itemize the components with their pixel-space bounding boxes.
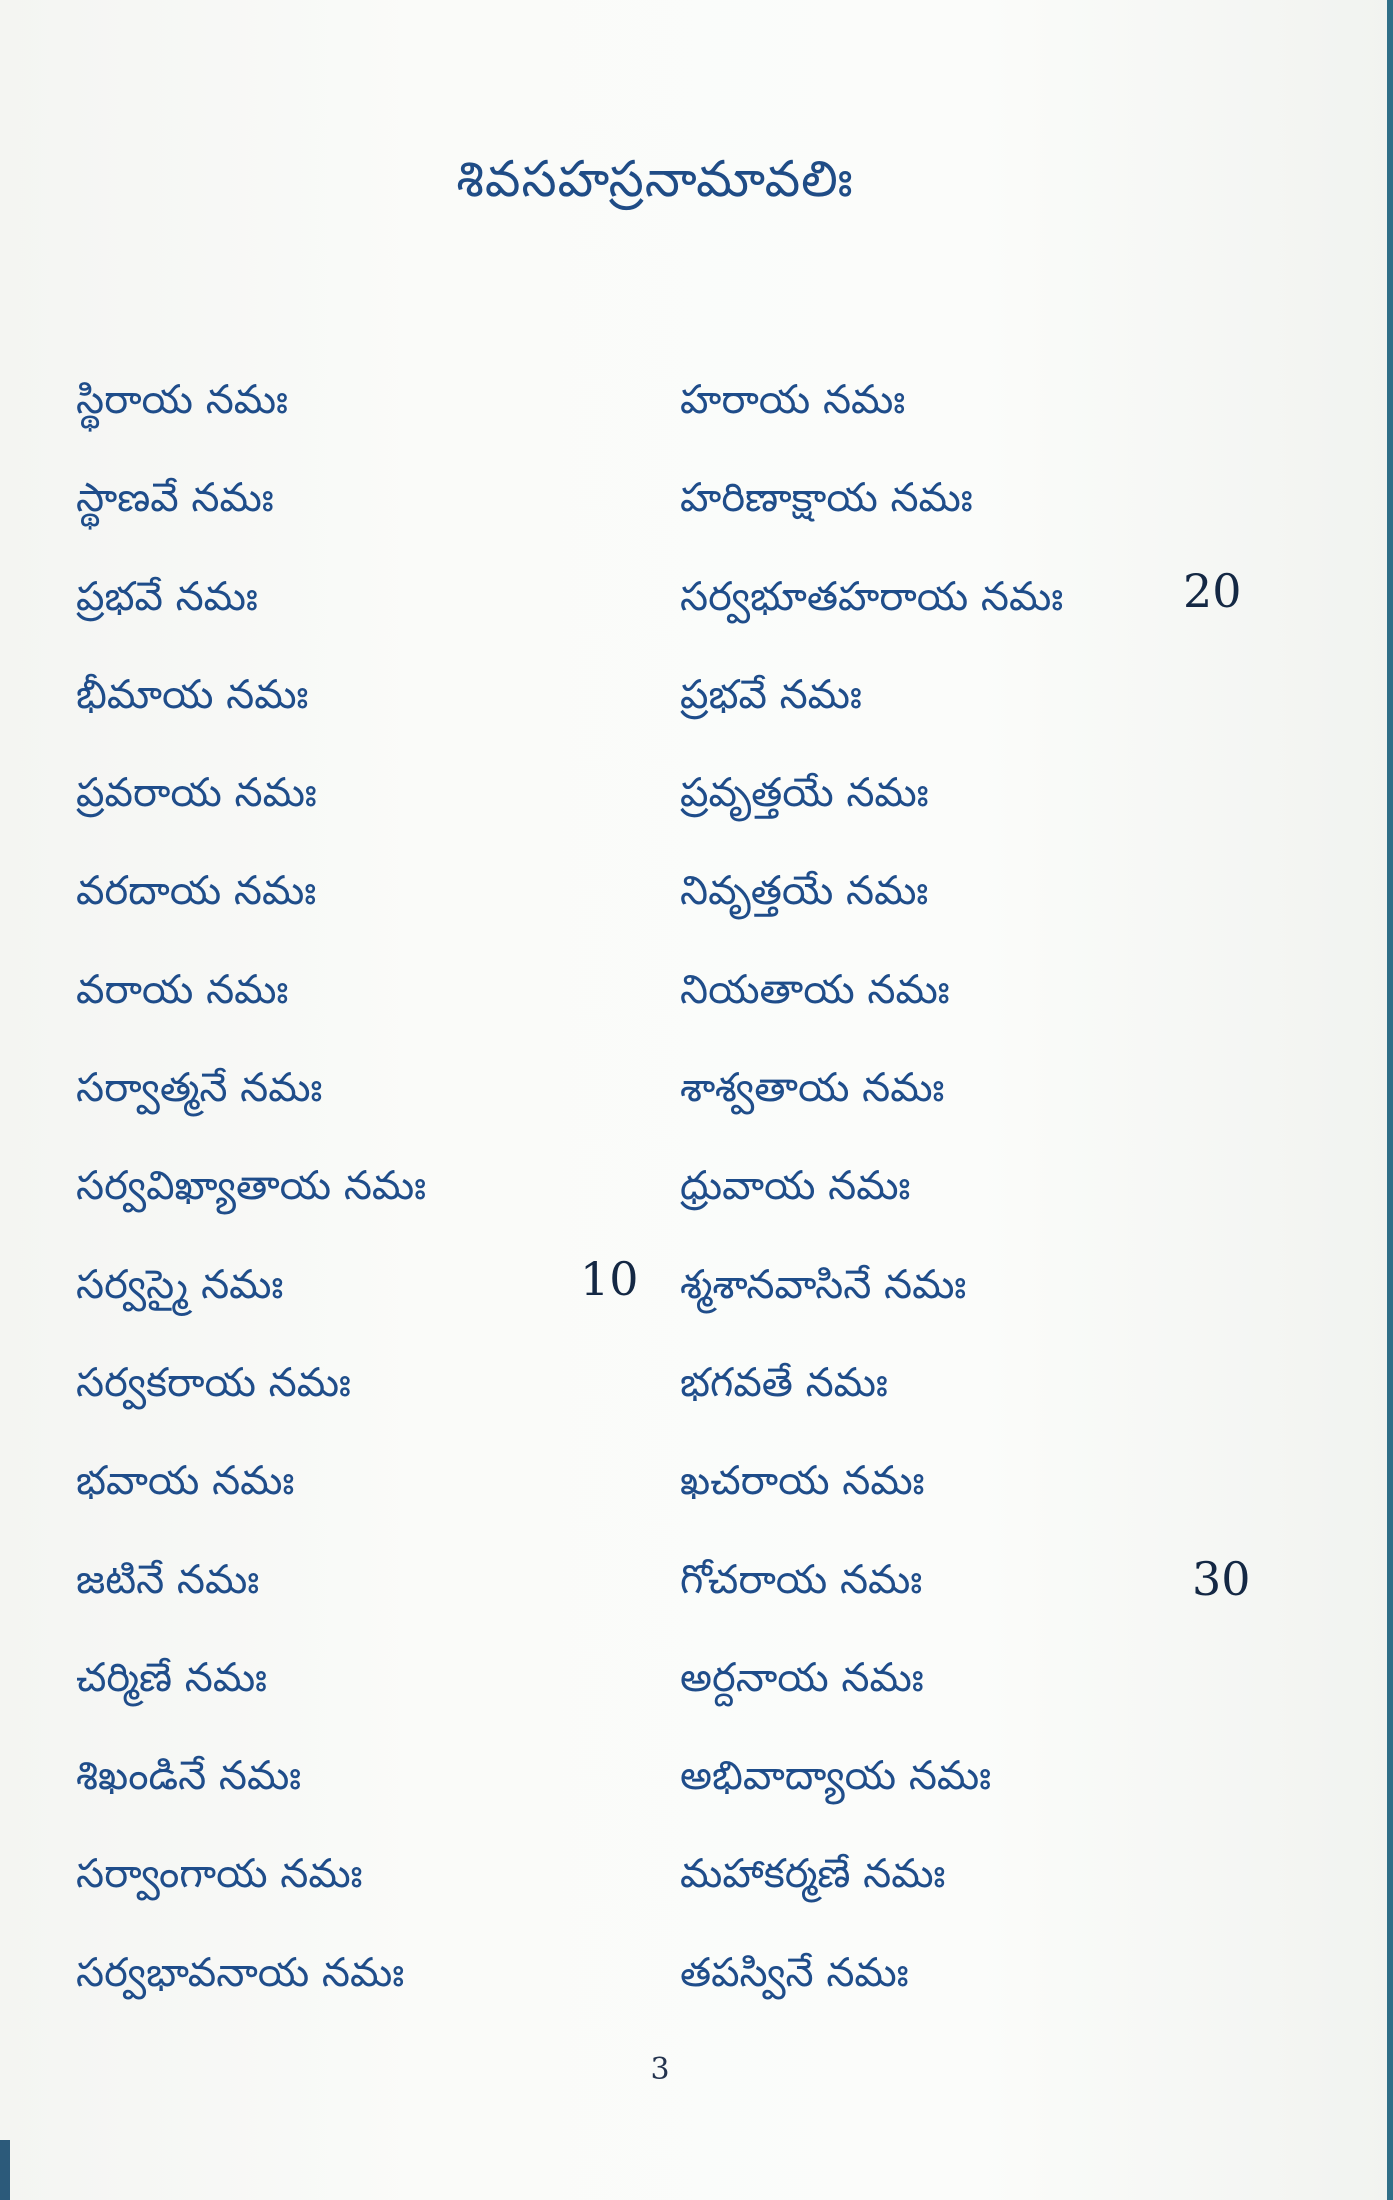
page-title: శివసహస్రనామావలిః bbox=[456, 150, 854, 208]
list-item: సర్వవిఖ్యాతాయ నమః bbox=[76, 1163, 427, 1210]
list-item: సర్వాత్మనే నమః bbox=[76, 1065, 323, 1112]
list-item: ఖచరాయ నమః bbox=[680, 1458, 925, 1505]
list-item: సర్వకరాయ నమః bbox=[76, 1359, 351, 1406]
list-item: అభివాద్యాయ నమః bbox=[680, 1753, 992, 1800]
list-item: స్థాణవే నమః bbox=[76, 475, 274, 522]
list-item: హరిణాక్షాయ నమః bbox=[680, 475, 973, 522]
list-item: ధ్రువాయ నమః bbox=[680, 1163, 911, 1210]
list-item: ప్రవరాయ నమః bbox=[76, 770, 317, 817]
list-item: వరాయ నమః bbox=[76, 966, 289, 1013]
list-item: స్థిరాయ నమః bbox=[76, 377, 288, 423]
list-item: జటినే నమః bbox=[76, 1556, 260, 1603]
list-item: ప్రభవే నమః bbox=[76, 573, 258, 620]
page-number: 3 bbox=[650, 2052, 670, 2087]
list-item: భగవతే నమః bbox=[680, 1359, 888, 1406]
list-item: సర్వభూతహరాయ నమః bbox=[680, 573, 1064, 620]
list-item: శిఖండినే నమః bbox=[76, 1753, 302, 1800]
list-item: మహాకర్మణే నమః bbox=[680, 1851, 946, 1898]
list-item: నియతాయ నమః bbox=[680, 966, 950, 1013]
count-marker-10: 10 bbox=[580, 1252, 639, 1306]
page-corner-shadow bbox=[0, 2140, 10, 2200]
list-item: సర్వాంగాయ నమః bbox=[76, 1851, 363, 1898]
list-item: సర్వస్మై నమః bbox=[76, 1261, 284, 1308]
list-item: చర్మిణే నమః bbox=[76, 1654, 267, 1701]
list-item: ప్రభవే నమః bbox=[680, 671, 862, 718]
count-marker-20: 20 bbox=[1183, 564, 1242, 618]
count-marker-30: 30 bbox=[1192, 1552, 1251, 1606]
list-item: గోచరాయ నమః bbox=[680, 1556, 923, 1603]
list-item: భవాయ నమః bbox=[76, 1458, 295, 1505]
list-item: సర్వభావనాయ నమః bbox=[76, 1949, 405, 1996]
page-edge-shadow bbox=[1387, 0, 1393, 2200]
list-item: శ్మశానవాసినే నమః bbox=[680, 1261, 967, 1308]
list-item: అర్దనాయ నమః bbox=[680, 1654, 924, 1701]
list-item: హరాయ నమః bbox=[680, 377, 906, 423]
names-list-right bbox=[680, 365, 1063, 2036]
list-item: భీమాయ నమః bbox=[76, 671, 309, 718]
names-list-left bbox=[76, 365, 426, 2036]
list-item: నివృత్తయే నమః bbox=[680, 868, 929, 915]
list-item: తపస్వినే నమః bbox=[680, 1949, 909, 1996]
list-item: శాశ్వతాయ నమః bbox=[680, 1065, 945, 1112]
list-item: ప్రవృత్తయే నమః bbox=[680, 770, 929, 817]
list-item: వరదాయ నమః bbox=[76, 868, 317, 915]
